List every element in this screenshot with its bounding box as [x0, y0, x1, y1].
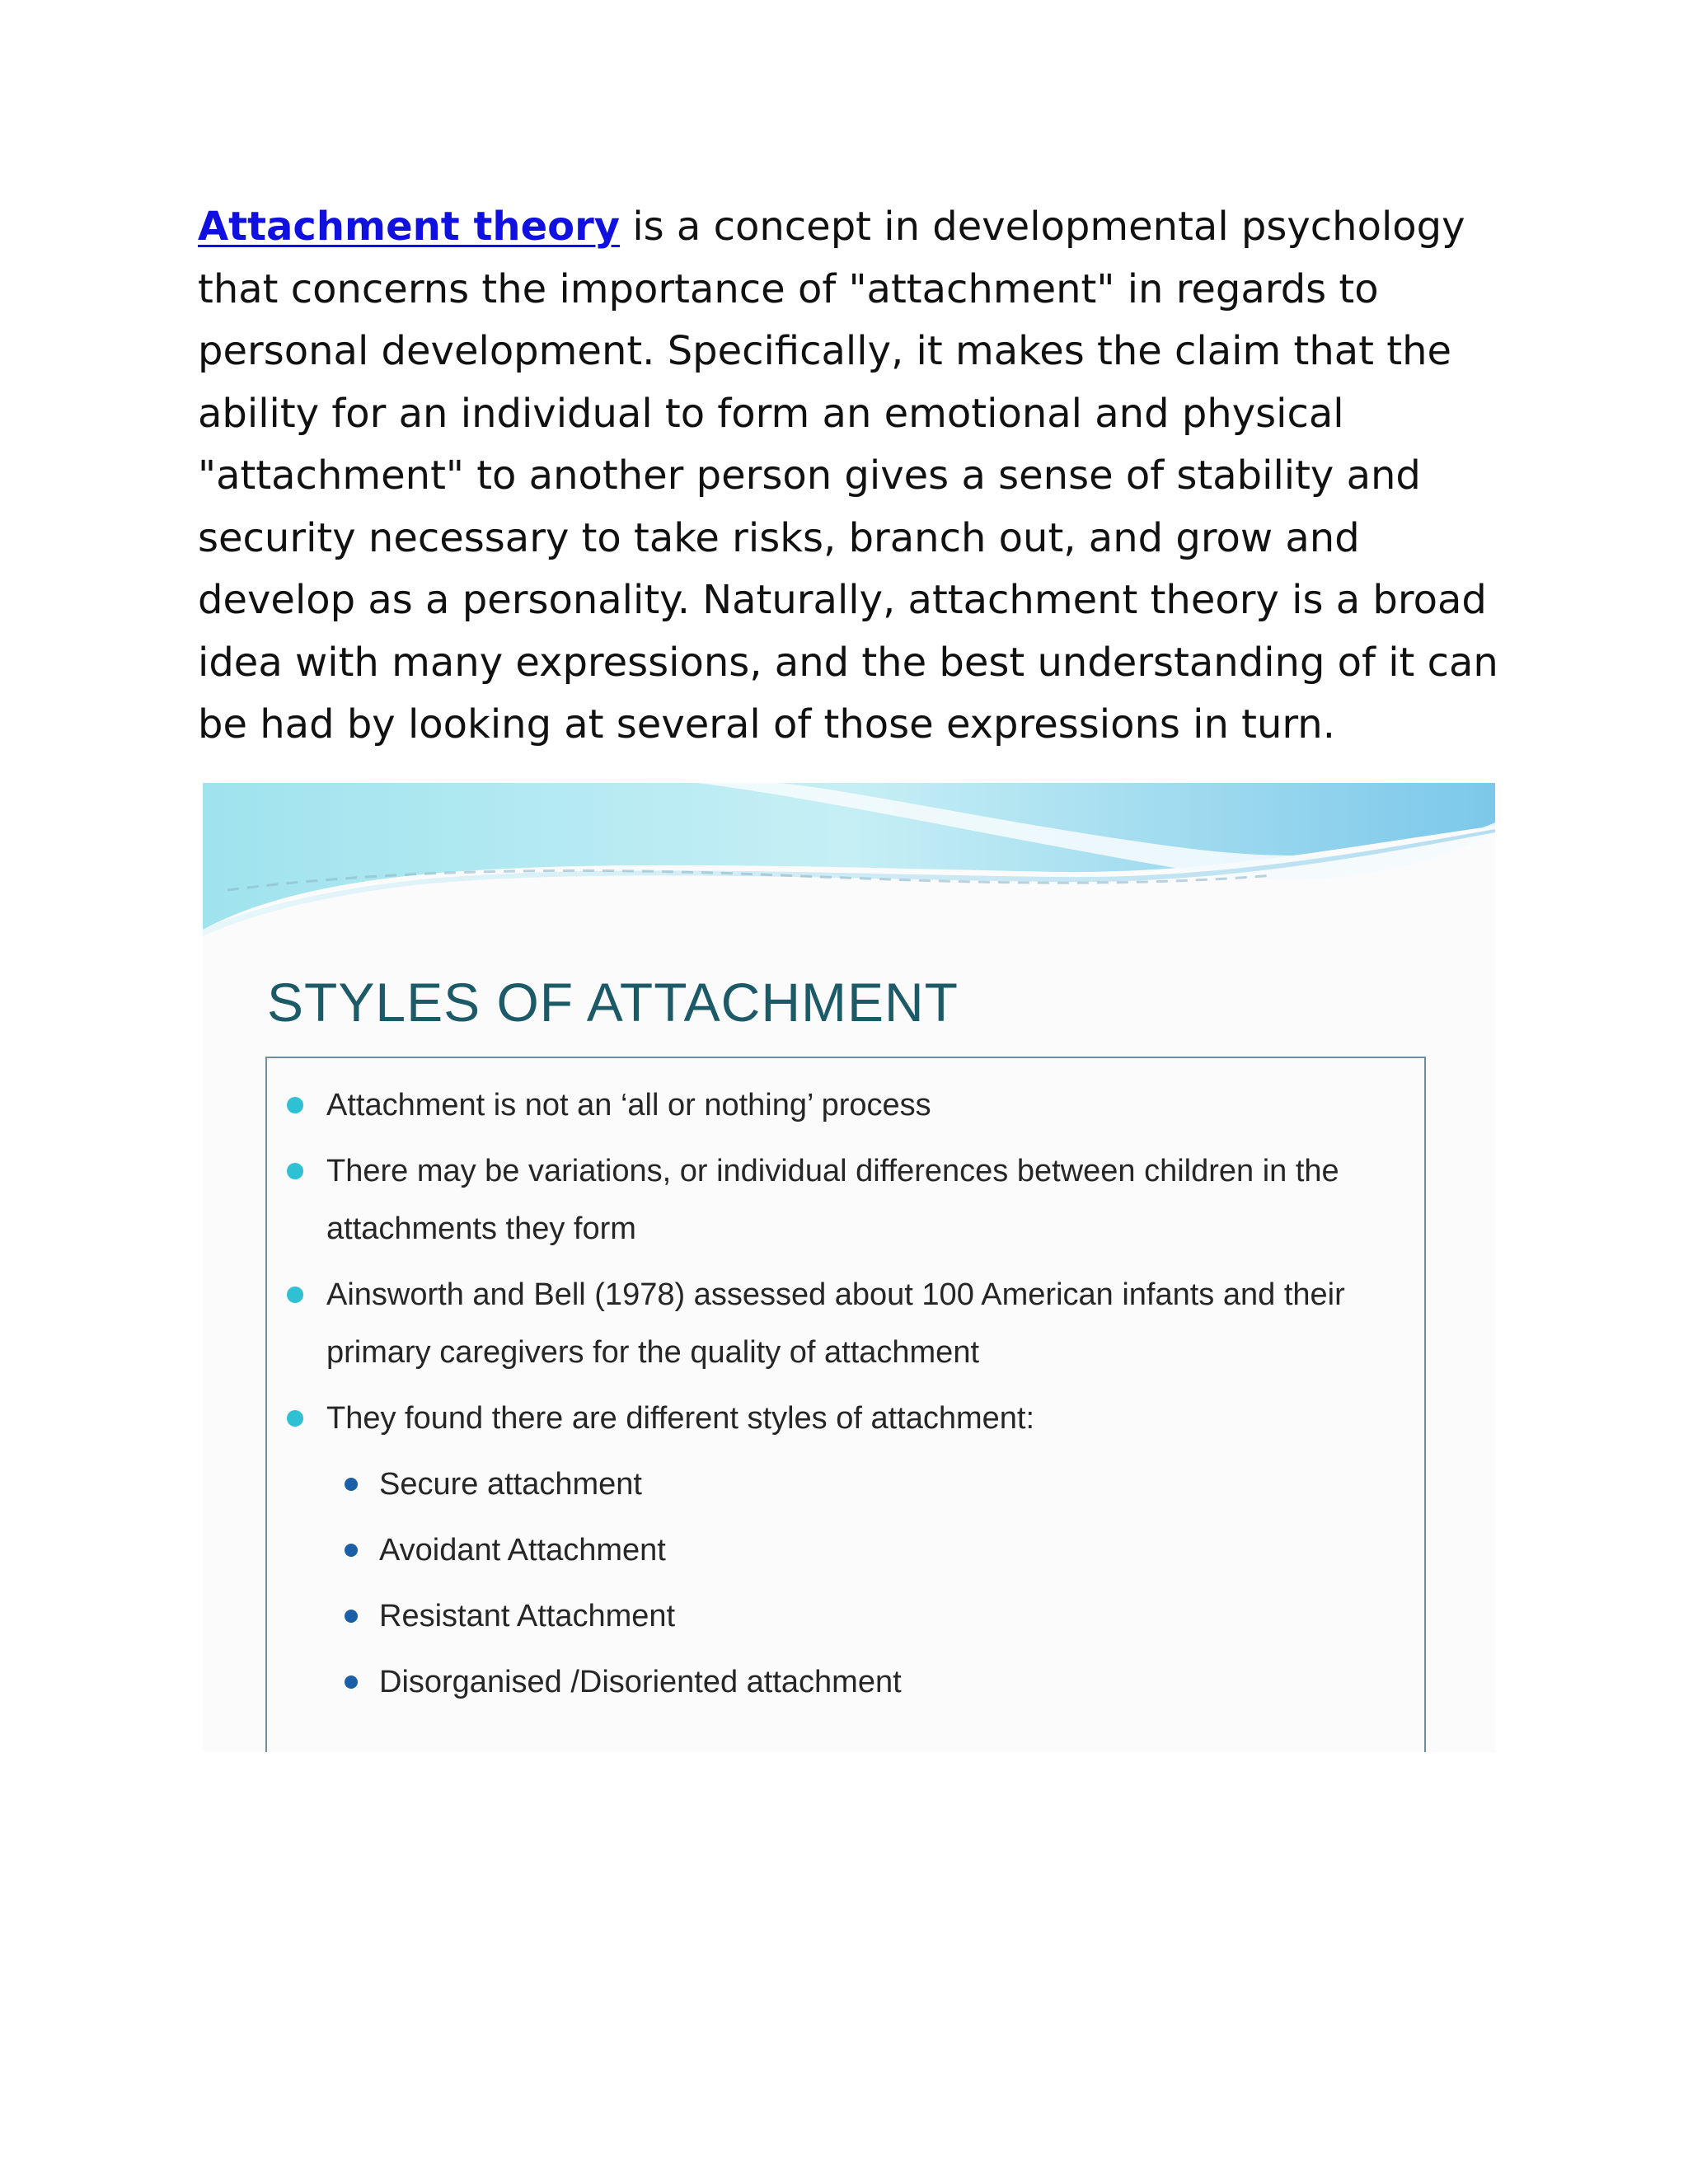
sub-bullet-dot-icon — [345, 1478, 358, 1491]
bullet-text: Ainsworth and Bell (1978) assessed about 100 American infants and their primary caregivers for the quality of attachment — [326, 1277, 1345, 1370]
bullet-list — [293, 1076, 1431, 1719]
sub-bullet-dot-icon — [345, 1610, 358, 1623]
slide-title: STYLES OF ATTACHMENT — [267, 972, 959, 1033]
intro-paragraph — [198, 196, 1500, 757]
intro-body-text: is a concept in developmental psychology that concerns the importance of "attachment" in regards to personal development. Specifically, it makes the claim that the ability for an individual to form an emotional and physical "attachment" to another person gives a sense of stability and security necessary to take risks, branch out, and grow and develop as a personality. Naturally, attachment theory is a broad idea with many expressions, and the best understanding of it can be had by looking at several of those expressions in turn. — [198, 204, 1498, 748]
bullet-item — [293, 1142, 1431, 1258]
sub-bullet-text: Avoidant Attachment — [379, 1533, 666, 1568]
bullet-item — [293, 1390, 1431, 1447]
sub-bullet-item — [346, 1521, 1431, 1579]
bullet-text: Attachment is not an ‘all or nothing’ process — [326, 1088, 931, 1122]
sub-bullet-text: Disorganised /Disoriented attachment — [379, 1665, 902, 1699]
bullet-dot-icon — [287, 1097, 303, 1113]
bullet-dot-icon — [287, 1163, 303, 1179]
sub-bullet-dot-icon — [345, 1675, 358, 1689]
sub-bullet-text: Resistant Attachment — [379, 1599, 676, 1633]
bullet-text: There may be variations, or individual differences between children in the attachments they form — [326, 1154, 1339, 1246]
bullet-dot-icon — [287, 1410, 303, 1427]
sub-bullet-item — [346, 1455, 1431, 1513]
sub-bullet-item — [346, 1587, 1431, 1645]
attachment-theory-link[interactable]: Attachment theory — [198, 204, 621, 250]
sub-bullet-text: Secure attachment — [379, 1467, 642, 1502]
slide-header-wave — [203, 783, 1495, 948]
bullet-dot-icon — [287, 1286, 303, 1303]
bullet-text: They found there are different styles of attachment: — [326, 1401, 1035, 1436]
bullet-item — [293, 1266, 1431, 1381]
bullet-item — [293, 1076, 1431, 1134]
slide-image — [203, 783, 1495, 1752]
sub-bullet-dot-icon — [345, 1544, 358, 1557]
sub-bullet-item — [346, 1653, 1431, 1711]
